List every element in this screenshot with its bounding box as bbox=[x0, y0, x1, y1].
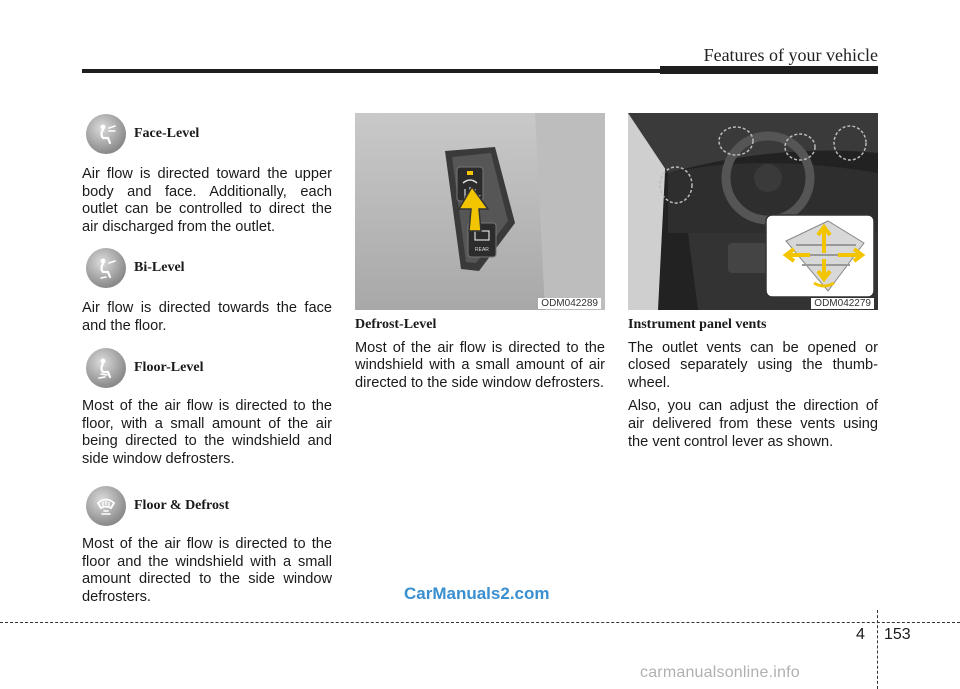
bi-level-heading bbox=[86, 248, 336, 292]
floor-defrost-title: Floor & Defrost bbox=[134, 498, 230, 513]
defrost-button-photo bbox=[355, 113, 605, 310]
bi-level-text: Air flow is directed towards the face and the floor. bbox=[82, 300, 332, 334]
floor-level-title: Floor-Level bbox=[134, 360, 204, 375]
vents-paragraph-1: The outlet vents can be opened or closed separately using the thumb-wheel. bbox=[628, 339, 878, 391]
face-level-text: Air flow is directed toward the upper body and face. Additionally, each outlet can be controlled to direct the air discharged from the outlet. bbox=[82, 166, 332, 235]
face-level-text-block bbox=[82, 166, 332, 242]
face-level-heading bbox=[86, 114, 336, 158]
footer-rule bbox=[0, 622, 960, 623]
face-level-title: Face-Level bbox=[134, 126, 200, 141]
vents-paragraph-2: Also, you can adjust the direction of air delivered from these vents using the vent control lever as shown. bbox=[628, 398, 878, 450]
floor-defrost-icon bbox=[86, 486, 126, 526]
defrost-text: Most of the air flow is directed to the windshield with a small amount of air directed to the side window defrosters. bbox=[355, 339, 605, 391]
vents-text-block bbox=[628, 316, 878, 457]
bi-level-text-block bbox=[82, 300, 332, 341]
bi-level-title: Bi-Level bbox=[134, 260, 185, 275]
face-level-icon bbox=[86, 114, 126, 154]
floor-defrost-text: Most of the air flow is directed to the floor and the windshield with a small amount directed to the side window defrosters. bbox=[82, 536, 332, 605]
watermark-bottom: carmanualsonline.info bbox=[640, 664, 800, 681]
floor-level-text-block bbox=[82, 398, 332, 474]
defrost-text-block bbox=[355, 316, 605, 398]
vents-photo-caption: ODM042279 bbox=[811, 298, 874, 309]
floor-defrost-text-block bbox=[82, 536, 332, 612]
page-number: 153 bbox=[884, 626, 911, 643]
floor-level-icon bbox=[86, 348, 126, 388]
defrost-title: Defrost-Level bbox=[355, 317, 437, 332]
floor-defrost-heading bbox=[86, 486, 336, 530]
defrost-rear-label: REAR bbox=[475, 247, 489, 253]
bi-level-icon bbox=[86, 248, 126, 288]
instrument-panel-photo bbox=[628, 113, 878, 310]
section-title: Features of your vehicle bbox=[703, 45, 878, 65]
vents-title: Instrument panel vents bbox=[628, 317, 767, 332]
chapter-number: 4 bbox=[856, 626, 865, 643]
floor-level-text: Most of the air flow is directed to the floor, with a small amount of the air being directed to the windshield and side window defrosters. bbox=[82, 398, 332, 467]
watermark-link[interactable]: CarManuals2.com bbox=[404, 584, 550, 603]
header-rule-accent bbox=[660, 66, 878, 74]
floor-level-heading bbox=[86, 348, 336, 392]
defrost-photo-caption: ODM042289 bbox=[538, 298, 601, 309]
footer-divider bbox=[877, 610, 878, 689]
